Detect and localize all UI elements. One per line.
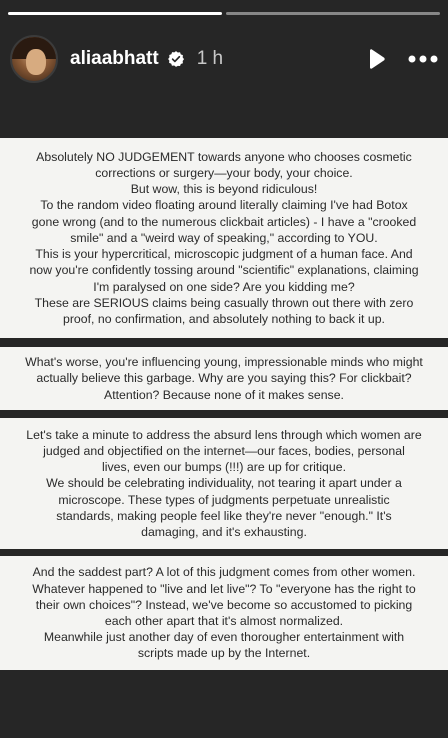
card-line: Absolutely NO JUDGEMENT towards anyone who chooses cosmetic [36, 149, 412, 164]
card-line: their own choices"? Instead, we've become so accustomed to picking [35, 597, 413, 612]
verified-badge-icon [167, 50, 185, 68]
card-line: microscope. These types of judgments perpetuate unrealistic [58, 492, 390, 507]
card-line: gone wrong (and to the numerous clickbait articles) - I have a "crooked [31, 214, 417, 229]
story-progress-bar [8, 12, 440, 15]
text-card-1 [0, 138, 448, 338]
story-timestamp: 1 h [196, 48, 224, 69]
progress-segment-1 [8, 12, 222, 15]
username[interactable]: aliaabhatt [70, 48, 159, 69]
card-line: lives, even our bumps (!!!) are up for critique. [102, 460, 346, 475]
card-line: But wow, this is beyond ridiculous! [130, 182, 318, 197]
progress-segment-2 [226, 12, 440, 15]
card-line: now you're confidently tossing around "scientific" explanations, claiming [29, 263, 419, 278]
text-card-2 [0, 347, 448, 410]
text-card-4 [0, 556, 448, 670]
card-line: corrections or surgery—your body, your choice. [95, 166, 353, 181]
card-line: We should be celebrating individuality, not tearing it apart under a [46, 476, 402, 491]
card-line: actually believe this garbage. Why are you saying this? For clickbait? [36, 371, 412, 386]
story-header [10, 34, 438, 84]
card-line: Let's take a minute to address the absurd lens through which women are [26, 427, 422, 442]
card-line: What's worse, you're influencing young, impressionable minds who might [25, 355, 423, 370]
card-line: Whatever happened to "live and let live"? To "everyone has the right to [32, 581, 416, 596]
more-options-icon[interactable] [408, 54, 438, 64]
card-line: proof, no confirmation, and absolutely nothing to back it up. [63, 311, 385, 326]
card-line: This is your hypercritical, microscopic judgment of a human face. And [35, 247, 413, 262]
card-line: Attention? Because none of it makes sense. [104, 387, 344, 402]
card-line: smile" and a "weird way of speaking," according to YOU. [70, 230, 378, 245]
card-line: each other apart that it's almost normalized. [104, 614, 344, 628]
play-icon[interactable] [364, 47, 388, 71]
card-line: Meanwhile just another day of even thorougher entertainment with [43, 630, 405, 645]
avatar[interactable] [10, 35, 58, 83]
card-line: These are SERIOUS claims being casually thrown out there with zero [34, 295, 414, 310]
text-card-3 [0, 418, 448, 549]
card-line: And the saddest part? A lot of this judgment comes from other women. [32, 565, 416, 580]
card-line: damaging, and it's exhausting. [141, 525, 307, 539]
card-line: To the random video floating around literally claiming I've had Botox [40, 198, 408, 213]
card-line: I'm paralysed on one side? Are you kidding me? [93, 279, 355, 294]
card-line: scripts made up by the Internet. [137, 646, 311, 661]
card-line: standards, making people feel like they're never "enough." It's [56, 508, 392, 523]
card-line: judged and objectified on the internet—our faces, bodies, personal [43, 443, 405, 458]
